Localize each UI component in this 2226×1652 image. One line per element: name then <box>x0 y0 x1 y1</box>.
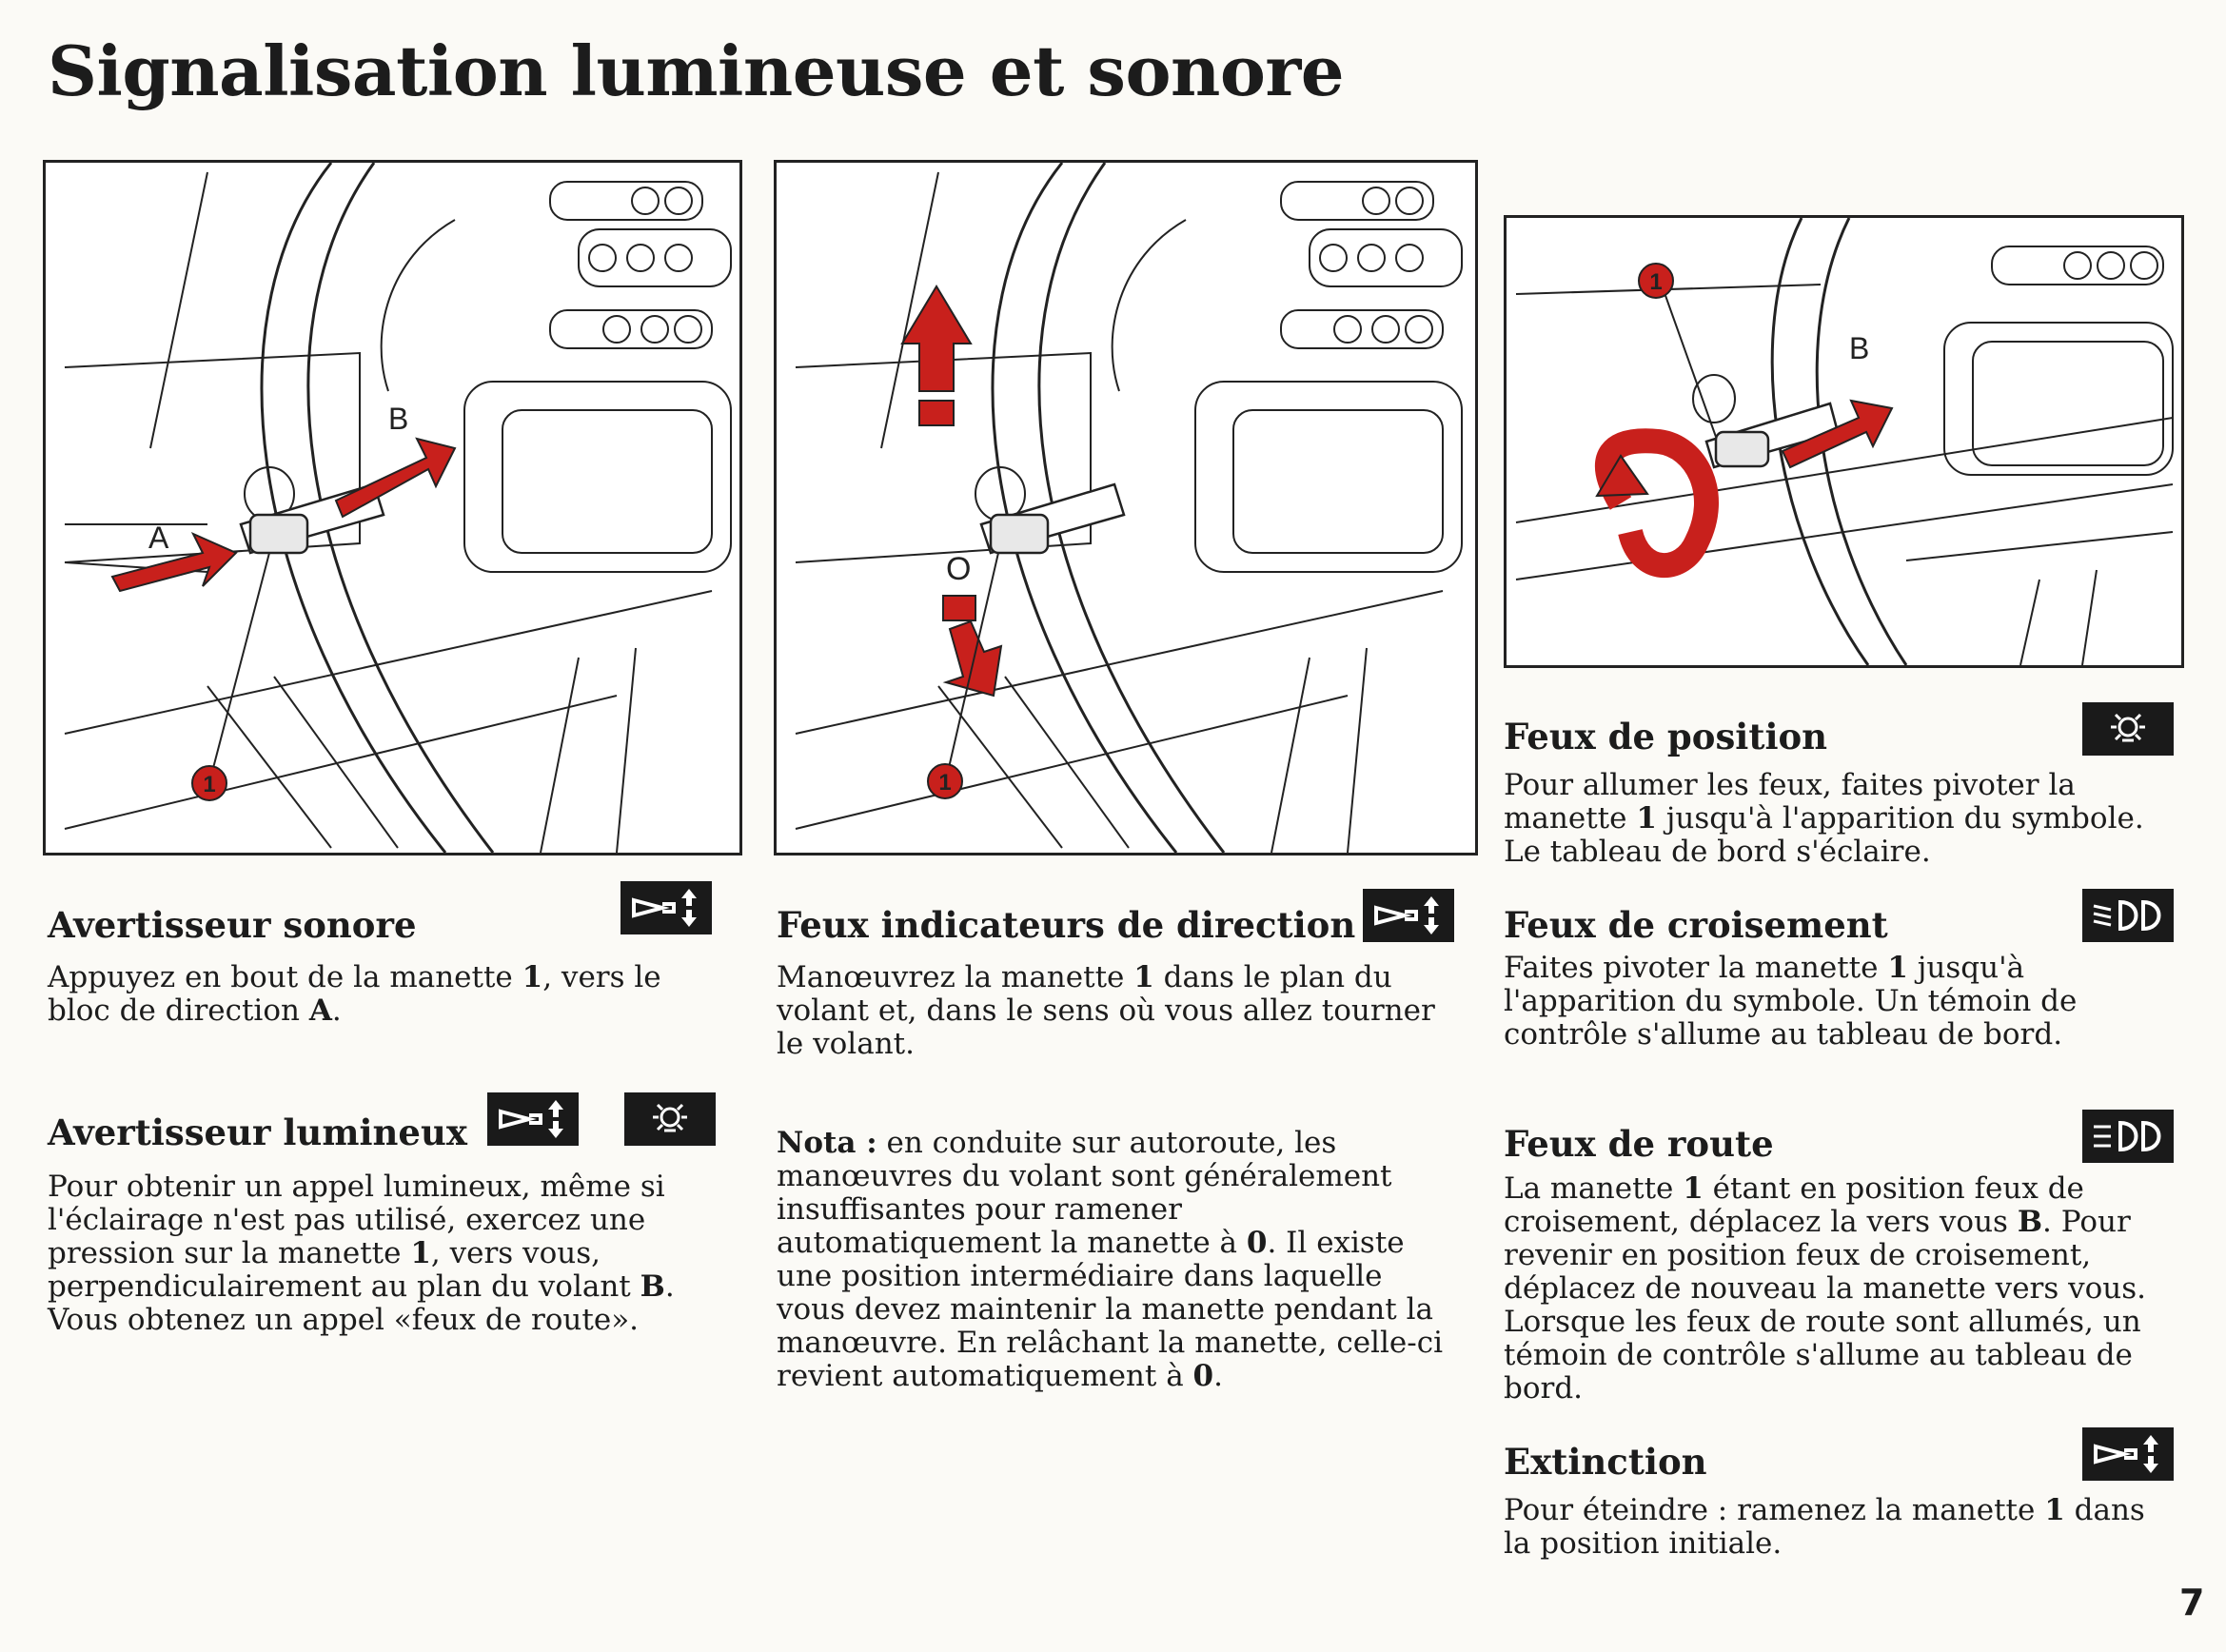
heading-extinction: Extinction <box>1504 1441 1707 1483</box>
page-number: 7 <box>2179 1582 2205 1623</box>
text-feux-route: La manette 1 étant en position feux de croisement, déplacez la vers vous B. Pour revenir en position feux de croisement, déplacez de nouveau la manette vers vous. Lorsque les feux de route sont allumés, un témoin de contrôle s'allume au tableau de bord. <box>1504 1171 2147 1406</box>
heading-feux-position: Feux de position <box>1504 716 1828 757</box>
horn-stalk-icon <box>1363 889 1454 942</box>
fig2-callout-1: 1 <box>938 770 952 796</box>
sidelight-icon <box>624 1092 716 1146</box>
horn-stalk-icon <box>621 881 712 934</box>
heading-avertisseur-lumineux: Avertisseur lumineux <box>48 1111 467 1153</box>
figure-indicator-diagram <box>774 160 1478 856</box>
horn-diagram-illustration <box>46 163 739 853</box>
figure-lights-diagram <box>1504 215 2184 668</box>
text-feux-indicateurs: Manœuvrez la manette 1 dans le plan du volant et, dans le sens où vous allez tourner le volant. <box>777 960 1435 1061</box>
main-beam-icon <box>2082 1110 2174 1163</box>
indicator-diagram-illustration <box>777 163 1475 853</box>
fig3-callout-1: 1 <box>1649 269 1663 295</box>
fig1-label-b: B <box>388 402 409 436</box>
text-feux-position: Pour allumer les feux, faites pivoter la manette 1 jusqu'à l'apparition du symbole. Le tableau de bord s'éclaire. <box>1504 768 2144 869</box>
fig2-label-o: O <box>946 551 972 587</box>
text-extinction: Pour éteindre : ramenez la manette 1 dans la position initiale. <box>1504 1493 2145 1561</box>
nota-text: Nota : en conduite sur autoroute, les manœuvres du volant sont généralement insuffisantes pour ramener automatiquement la manette à 0. Il existe une position intermédiaire dans laquelle vous devez maintenir la manette pendant la manœuvre. En relâchant la manette, celle-ci revient automatiquement à 0. <box>777 1126 1443 1393</box>
horn-stalk-icon <box>2082 1427 2174 1481</box>
heading-avertisseur-sonore: Avertisseur sonore <box>48 904 417 946</box>
heading-feux-route: Feux de route <box>1504 1123 1774 1165</box>
heading-feux-indicateurs: Feux indicateurs de direction <box>777 904 1356 946</box>
fig1-label-a: A <box>148 521 169 555</box>
dipped-beam-icon <box>2082 889 2174 942</box>
horn-stalk-icon <box>487 1092 579 1146</box>
page-title: Signalisation lumineuse et sonore <box>48 30 1345 111</box>
lights-diagram-illustration <box>1507 218 2181 665</box>
figure-horn-diagram <box>43 160 742 856</box>
sidelight-icon <box>2082 702 2174 756</box>
heading-feux-croisement: Feux de croisement <box>1504 904 1888 946</box>
text-avertisseur-sonore: Appuyez en bout de la manette 1, vers le bloc de direction A. <box>48 960 661 1028</box>
text-feux-croisement: Faites pivoter la manette 1 jusqu'à l'apparition du symbole. Un témoin de contrôle s'allume au tableau de bord. <box>1504 951 2078 1052</box>
text-avertisseur-lumineux: Pour obtenir un appel lumineux, même si l'éclairage n'est pas utilisé, exercez une pression sur la manette 1, vers vous, perpendiculairement au plan du volant B. Vous obtenez un appel «feux de route». <box>48 1170 675 1337</box>
fig3-label-b: B <box>1849 331 1870 365</box>
fig1-callout-1: 1 <box>203 772 216 797</box>
